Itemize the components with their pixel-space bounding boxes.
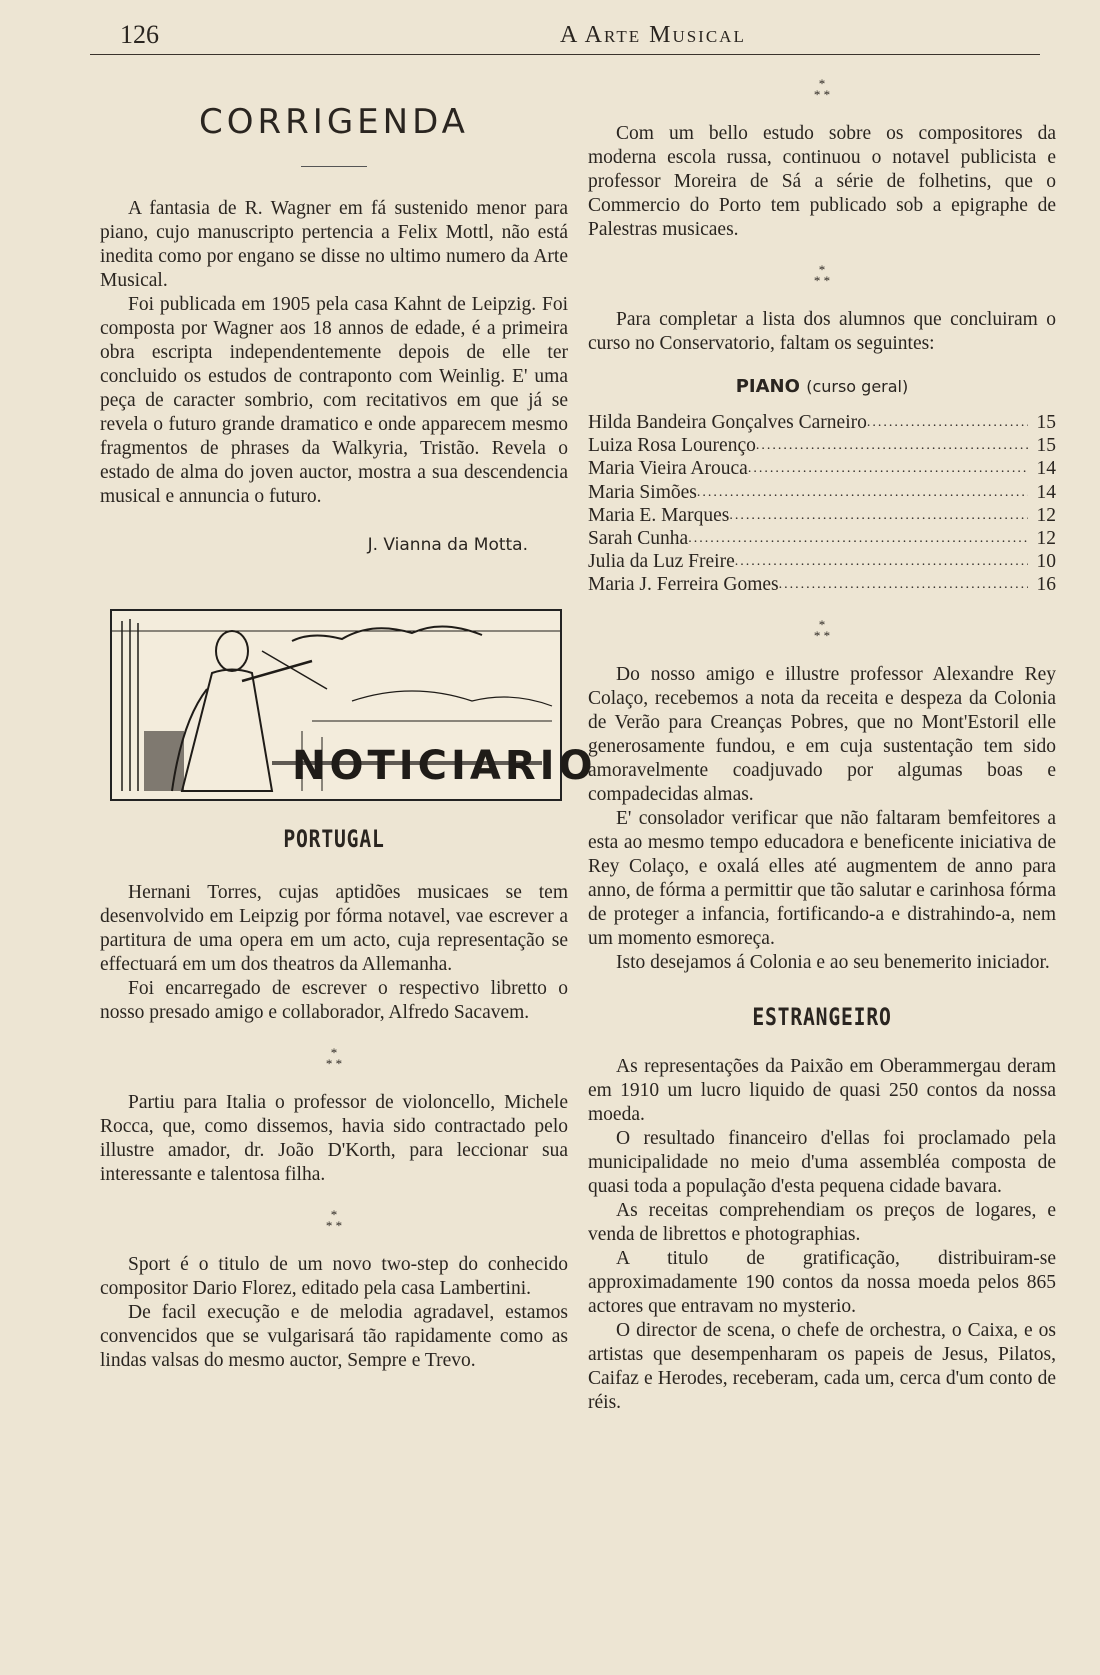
- list-item: [588, 481, 1056, 504]
- section-stars: * * *: [325, 1045, 343, 1071]
- student-name: Maria Vieira Arouca: [588, 458, 748, 480]
- corrigenda-paragraph: Foi publicada em 1905 pela casa Kahnt de Leipzig. Foi composta por Wagner aos 18 annos de edade, é a primeira obra escripta independentemente depois de elle ter concluido os estudos de contraponto com Weinlig. E' uma peça de caracter sombrio, com recitativos em que já se revela o futuro grande dramatico e onde apparecem mesmo fragmentos de phrases da Walkyria, Tristão. Revela o estado de alma do joven auctor, mostra a sua descendencia musical e annuncia o futuro.: [100, 294, 568, 507]
- piano-subtitle: (curso geral): [806, 377, 909, 396]
- estrangeiro-paragraph: O resultado financeiro d'ellas foi proclamado pela municipalidade no meio d'uma assembléa composta de quasi toda a população d'esta pequena cidade bavara.: [588, 1127, 1056, 1197]
- portugal-paragraph: Hernani Torres, cujas aptidões musicaes se tem desenvolvido em Leipzig por fórma notavel, vae escrever a partitura de uma opera em um acto, cuja representação se effectuará em um dos theatros da Allemanha.: [100, 882, 568, 975]
- student-name: Luiza Rosa Lourenço: [588, 435, 756, 457]
- colonia-paragraph: Isto desejamos á Colonia e ao seu benemerito iniciador.: [616, 951, 1050, 973]
- student-score: 10: [1036, 551, 1056, 573]
- folhetins-paragraph: Com um bello estudo sobre os compositores da moderna escola russa, continuou o notavel publicista e professor Moreira de Sá a série de folhetins, que o Commercio do Porto tem publicado sob a epigraphe de Palestras musicaes.: [588, 123, 1056, 240]
- section-stars: * * *: [813, 76, 831, 102]
- student-score: 14: [1036, 458, 1056, 480]
- students-list: [588, 411, 1056, 597]
- list-item: [588, 573, 1056, 596]
- page-header: [90, 14, 1040, 55]
- student-score: 15: [1036, 435, 1056, 457]
- right-column: [588, 66, 1056, 1415]
- estrangeiro-paragraph: As receitas comprehendiam os preços de logares, e venda de librettos e photographias.: [588, 1199, 1056, 1245]
- signature: J. Vianna da Motta.: [367, 535, 528, 555]
- page-number: 126: [120, 20, 159, 49]
- student-score: 12: [1036, 528, 1056, 550]
- list-intro: Para completar a lista dos alumnos que concluiram o curso no Conservatorio, faltam os seguintes:: [588, 309, 1056, 354]
- left-column: [100, 66, 597, 1373]
- piano-title: PIANO: [735, 376, 800, 397]
- portugal-paragraph: Partiu para Italia o professor de violoncello, Michele Rocca, que, como dissemos, havia sido contractado pelo illustre amador, dr. João D'Korth, para leccionar sua interessante e talentosa filha.: [100, 1092, 568, 1185]
- colonia-paragraph: Do nosso amigo e illustre professor Alexandre Rey Colaço, recebemos a nota da receita e despeza da Colonia de Verão para Creanças Pobres, que no Mont'Estoril elle generosamente fundou, e em cuja sustentação tem sido amoravelmente coadjuvado por algumas boas e compadecidas almas.: [588, 663, 1056, 805]
- portugal-paragraph: De facil execução e de melodia agradavel, estamos convencidos que se vulgarisará tão rapidamente como as lindas valsas do mesmo auctor, Sempre e Trevo.: [100, 1302, 568, 1371]
- list-item: [588, 550, 1056, 573]
- title-divider: [301, 166, 367, 167]
- estrangeiro-paragraph: A titulo de gratificação, distribuiram-se approximadamente 190 contos da nossa moeda pelos 865 actores que entravam no mysterio.: [588, 1247, 1056, 1317]
- list-item: [588, 527, 1056, 550]
- list-item: [588, 457, 1056, 480]
- noticiario-lettering: NOTICIARIO: [292, 743, 597, 789]
- list-item: [588, 434, 1056, 457]
- estrangeiro-paragraph: O director de scena, o chefe de orchestra, o Caixa, e os artistas que desempenharam os papeis de Jesus, Pilatos, Caifaz e Herodes, receberam, cada um, cerca d'um conto de réis.: [588, 1319, 1056, 1413]
- portugal-heading: PORTUGAL: [283, 825, 385, 853]
- section-stars: * * *: [325, 1207, 343, 1233]
- student-score: 15: [1036, 412, 1056, 433]
- section-stars: * * *: [813, 616, 831, 643]
- student-score: 12: [1036, 504, 1056, 526]
- noticiario-illustration: [110, 609, 597, 801]
- journal-title: A Arte Musical: [560, 22, 746, 48]
- student-name: Sarah Cunha: [588, 528, 689, 550]
- student-score: 16: [1036, 574, 1056, 596]
- corrigenda-title: CORRIGENDA: [199, 102, 469, 142]
- section-stars: * * *: [813, 262, 831, 288]
- colonia-paragraph: E' consolador verificar que não faltaram bemfeitores a esta ao mesmo tempo educadora e beneficente iniciativa de Rey Colaço, e oxalá elles até augmentem de anno para anno, de fórma a permittir que tão salutar e carinhosa fórma de proteger a infancia, fortificando-a e distrahindo-a, nem um momento esmoreça.: [588, 807, 1056, 949]
- student-name: Maria Simões: [588, 481, 697, 503]
- student-name: Hilda Bandeira Gonçalves Carneiro: [588, 412, 867, 433]
- student-name: Julia da Luz Freire: [588, 551, 735, 573]
- piano-heading: [588, 376, 1056, 397]
- portugal-paragraph: Foi encarregado de escrever o respectivo libretto o nosso presado amigo e collaborador, Alfredo Sacavem.: [100, 978, 568, 1023]
- estrangeiro-heading: ESTRANGEIRO: [752, 1002, 892, 1031]
- list-item: [588, 411, 1056, 434]
- student-score: 14: [1036, 481, 1056, 503]
- list-item: [588, 504, 1056, 527]
- corrigenda-paragraph: A fantasia de R. Wagner em fá sustenido menor para piano, cujo manuscripto pertencia a Felix Mottl, não está inedita como por engano se disse no ultimo numero da Arte Musical.: [100, 198, 568, 291]
- portugal-paragraph: Sport é o titulo de um novo two-step do conhecido compositor Dario Florez, editado pela casa Lambertini.: [100, 1254, 568, 1299]
- estrangeiro-paragraph: As representações da Paixão em Oberammergau deram em 1910 um lucro liquido de quasi 250 contos da nossa moeda.: [588, 1055, 1056, 1125]
- student-name: Maria J. Ferreira Gomes: [588, 574, 779, 596]
- student-name: Maria E. Marques: [588, 504, 730, 526]
